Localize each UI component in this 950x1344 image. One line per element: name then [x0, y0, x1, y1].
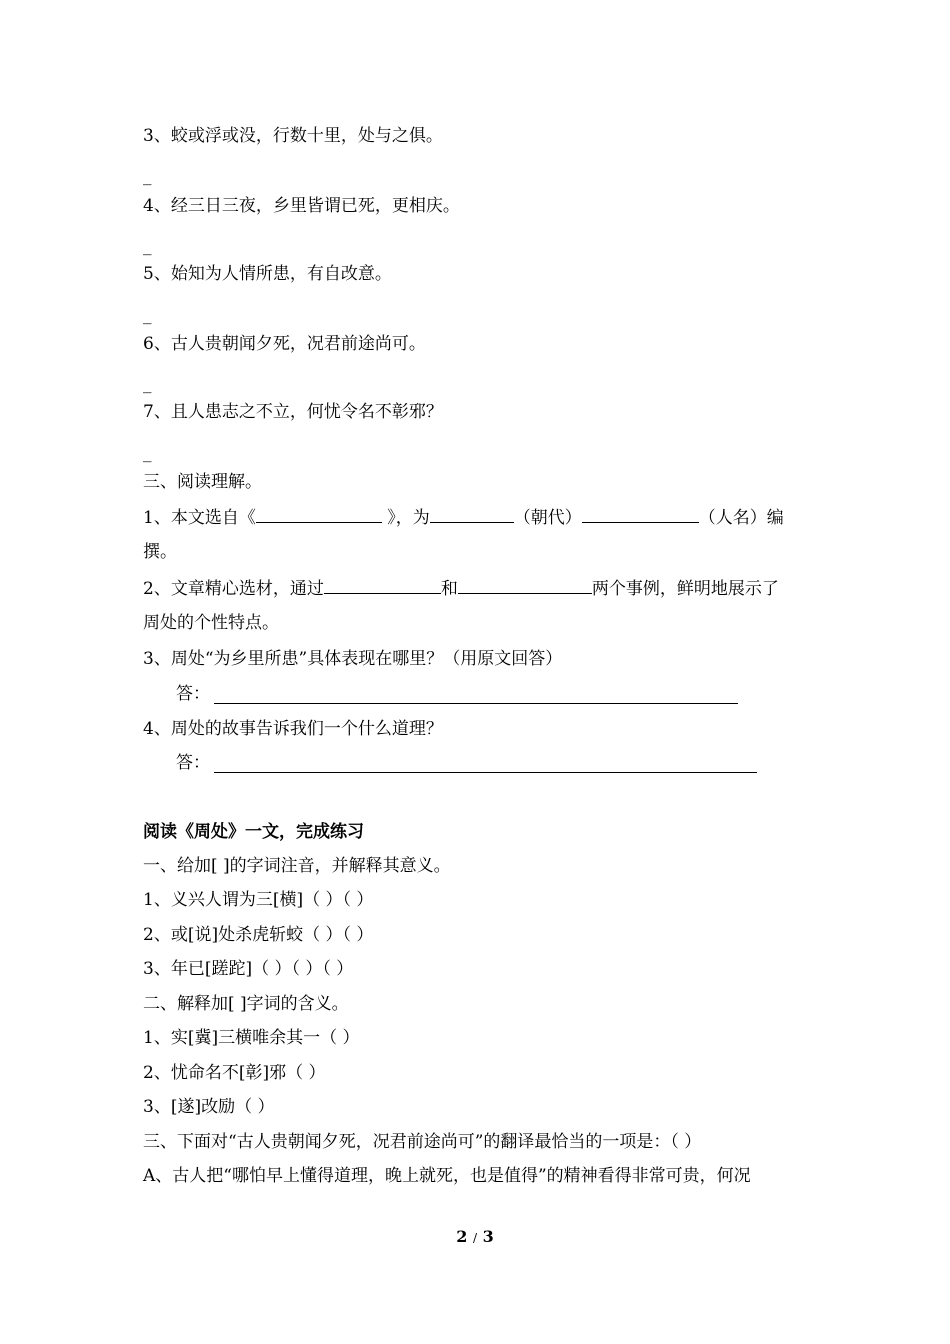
part1-item-3: 3、年已[蹉跎]（ ）（ ）（ ） [143, 959, 354, 979]
q2-text-b: 和 [440, 579, 458, 599]
part1-item-2: 2、或[说]处杀虎斩蛟（ ）（ ） [143, 925, 374, 945]
part2-heading: 二、解释加[ ]字词的含义。 [143, 994, 349, 1014]
q1-text-a: 1、本文选自《 [143, 508, 256, 528]
q2-text-c: 两个事例，鲜明地展示了 [591, 579, 779, 599]
reading-q1-cont: 撰。 [143, 542, 177, 562]
part1-item-1: 1、义兴人谓为三[横]（ ）（ ） [143, 890, 374, 910]
q2-text-a: 2、文章精心选材，通过 [143, 579, 324, 599]
answer-mark-6: _ [143, 374, 152, 394]
q1-blank-person[interactable] [582, 505, 699, 523]
translate-item-7: 7、且人患志之不立，何忧令名不彰邪？ [143, 402, 443, 422]
reading-heading: 三、阅读理解。 [143, 472, 262, 492]
reading-q3: 3、周处“为乡里所患”具体表现在哪里？（用原文回答） [143, 649, 563, 669]
q2-blank-2[interactable] [458, 576, 592, 594]
answer-mark-7: _ [143, 443, 152, 463]
part3-heading: 三、下面对“古人贵朝闻夕死，况君前途尚可”的翻译最恰当的一项是：（ ） [143, 1132, 702, 1152]
answer-mark-3: _ [143, 166, 152, 186]
part2-item-1: 1、实[冀]三横唯余其一（ ） [143, 1028, 360, 1048]
q1-text-d: （人名）编 [698, 508, 784, 528]
q1-text-c: （朝代） [513, 508, 582, 528]
page-number [0, 1227, 950, 1246]
reading-q4: 4、周处的故事告诉我们一个什么道理？ [143, 719, 443, 739]
q2-blank-1[interactable] [324, 576, 441, 594]
reading-q1 [143, 505, 784, 529]
answer-mark-4: _ [143, 236, 152, 256]
q1-text-b: 》，为 [387, 508, 430, 528]
exercise-title: 阅读《周处》一文，完成练习 [143, 822, 364, 842]
answer-line-q4[interactable] [214, 771, 757, 773]
reading-q2-cont: 周处的个性特点。 [143, 613, 279, 633]
translate-item-5: 5、始知为人情所患，有自改意。 [143, 264, 392, 284]
q1-blank-book[interactable] [256, 505, 382, 523]
answer-mark-5: _ [143, 305, 152, 325]
part3-option-a: A、古人把“哪怕早上懂得道理，晚上就死，也是值得”的精神看得非常可贵，何况 [143, 1166, 751, 1186]
translate-item-3: 3、蛟或浮或没，行数十里，处与之俱。 [143, 126, 443, 146]
part2-item-3: 3、[遂]改励（ ） [143, 1097, 275, 1117]
answer-line-q3[interactable] [214, 702, 738, 704]
translate-item-4: 4、经三日三夜，乡里皆谓已死，更相庆。 [143, 196, 460, 216]
part2-item-2: 2、忧命名不[彰]邪（ ） [143, 1063, 326, 1083]
translate-item-6: 6、古人贵朝闻夕死，况君前途尚可。 [143, 334, 426, 354]
answer-label-q4: 答： [176, 753, 210, 773]
q1-blank-dynasty[interactable] [430, 505, 514, 523]
page-current: 2 [456, 1227, 468, 1246]
reading-q2 [143, 576, 779, 600]
part1-heading: 一、给加[ ]的字词注音，并解释其意义。 [143, 856, 451, 876]
answer-label-q3: 答： [176, 684, 210, 704]
page-total: 3 [482, 1227, 494, 1246]
page-separator: / [472, 1231, 478, 1245]
